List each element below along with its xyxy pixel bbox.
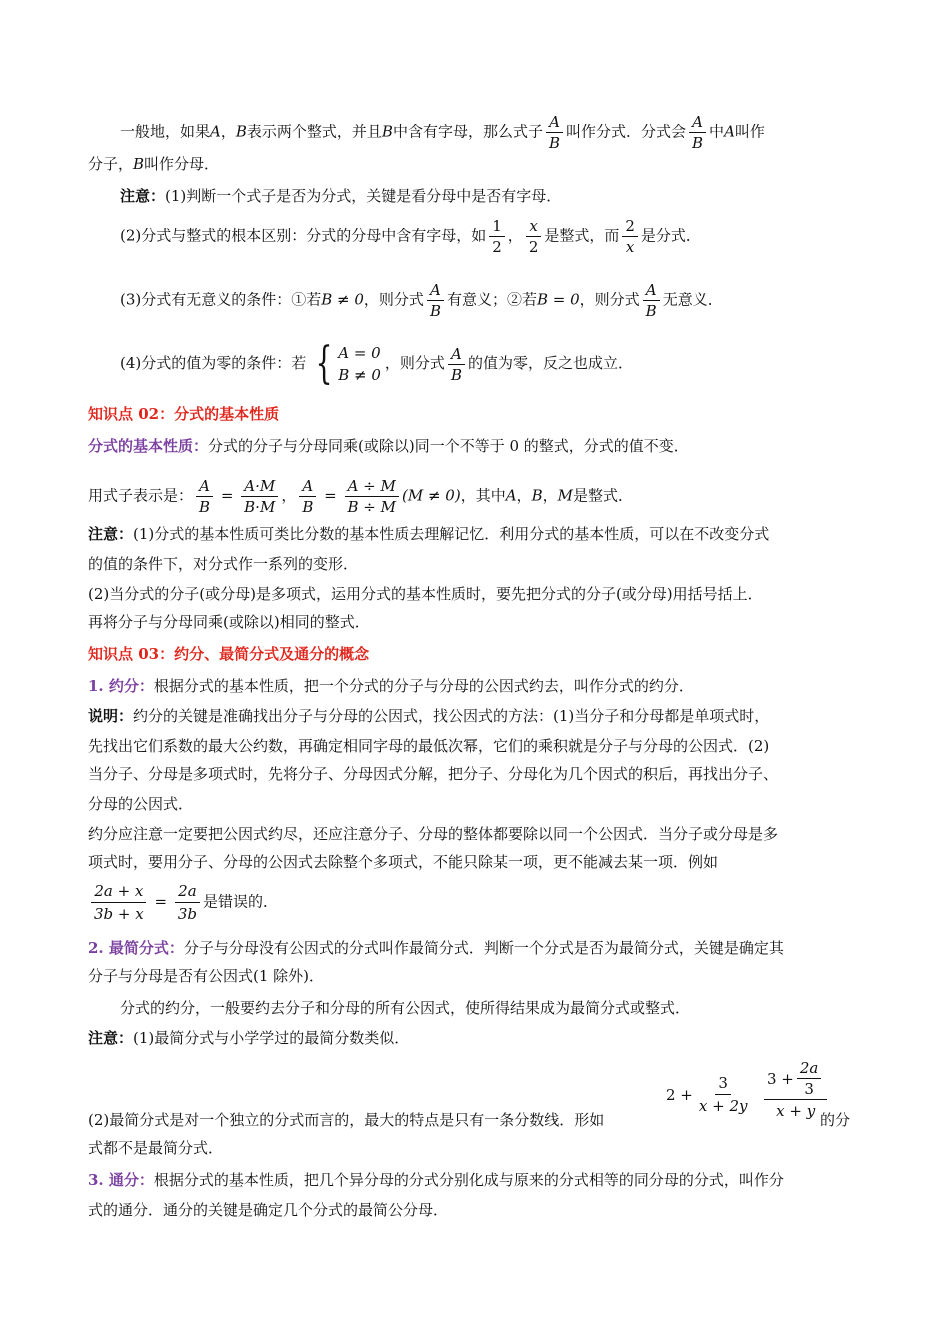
- property-definition: [88, 434, 860, 458]
- subsection-label: 1. 约分：: [88, 677, 154, 695]
- explanation-line-2: [88, 734, 860, 758]
- text: (4)分式的值为零的条件：若: [120, 354, 307, 372]
- note-1-item-4: [120, 338, 860, 389]
- text: 式都不是最简分式．: [88, 1139, 224, 1157]
- note-1-item-2: [120, 216, 860, 257]
- compound-fraction-1: 2 + $\frac{3}{x + 2y}$: [666, 1072, 753, 1117]
- text: (2)最简分式是对一个独立的分式而言的，最大的特点是只有一条分数线．形如: [88, 1111, 605, 1129]
- text: ，: [507, 226, 523, 245]
- text: 分子与分母没有公因式的分式叫作最简分式．判断一个分式是否为最简分式，关键是确定其: [183, 939, 784, 957]
- text: 表示两个整式，并且: [246, 122, 382, 141]
- math-A: A: [505, 486, 517, 505]
- text: (1)判断一个式子是否为分式，关键是看分母中是否有字母．: [165, 187, 562, 205]
- explanation-line-4: [88, 792, 860, 816]
- simplest-definition-3: [120, 996, 860, 1020]
- note-label: 注意：: [88, 525, 134, 543]
- text: 是错误的．: [202, 892, 278, 911]
- fraction-AM-over-BM: $\frac{A\cdot M}{B\cdot M}$: [241, 476, 278, 517]
- wrong-example: $\frac{2a + x}{3b + x}$ = $\frac{2a}{3b}$ 是错误的．: [88, 880, 860, 925]
- text: (2)分式与整式的根本区别：分式的分母中含有字母，如: [120, 226, 487, 245]
- text: 的值为零，反之也成立．: [467, 354, 633, 372]
- math-A: A: [210, 122, 221, 141]
- math-B: B: [531, 486, 543, 505]
- text: ，则分式: [384, 354, 445, 372]
- text: 式的通分．通分的关键是确定几个分式的最简公分母．: [88, 1201, 449, 1219]
- kp2-note-line-2: [88, 552, 860, 576]
- text: (1)分式的基本性质可类比分数的基本性质去理解记忆．利用分式的基本性质，可以在不改变分式: [133, 525, 770, 543]
- text: 项式时，要用分子、分母的公因式去除整个多项式，不能只除某一项，更不能减去某一项．例如: [88, 853, 719, 871]
- common-denominator-1: [88, 1168, 860, 1192]
- fraction-2-over-x: $\frac{2}{x}$: [622, 216, 638, 257]
- fraction-A-over-B: $\frac{A}{B}$: [546, 112, 563, 153]
- text: 根据分式的基本性质，把一个分式的分子与分母的公因式约去，叫作分式的约分．: [153, 677, 694, 695]
- text: 用式子表示是：: [88, 486, 194, 505]
- definition-line-1: [120, 112, 860, 153]
- text: 是分式．: [640, 226, 701, 245]
- text: 是整式，而: [544, 226, 620, 245]
- common-denominator-2: [88, 1198, 860, 1222]
- fraction-A-over-B: $\frac{A}{B}$: [689, 112, 706, 153]
- text: ，则分式: [579, 290, 640, 309]
- text: 叫作: [734, 122, 765, 141]
- definition-line-2: [88, 152, 860, 176]
- math-B: B: [133, 155, 145, 173]
- math-condition: (M ≠ 0): [401, 486, 461, 505]
- text: 当分子、分母是多项式时，先将分子、分母因式分解，把分子、分母化为几个因式的积后，再找出分子、: [88, 765, 779, 783]
- fraction-A-over-B: $\frac{A}{B}$: [643, 280, 660, 321]
- text: 再将分子与分母同乘(或除以)相同的整式．: [88, 613, 370, 631]
- text: 分子与分母是否有公因式(1 除外)．: [88, 967, 325, 985]
- fraction-AdivM-over-BdivM: $\frac{A \div M}{B \div M}$: [344, 476, 399, 517]
- explanation-line-3: [88, 762, 860, 786]
- fraction-A-over-B: $\frac{A}{B}$: [196, 476, 213, 517]
- fraction-x-over-2: $\frac{x}{2}$: [526, 216, 542, 257]
- kp2-note-line-4: [88, 610, 860, 634]
- heading-text: 知识点 03：约分、最简分式及通分的概念: [88, 645, 370, 663]
- text: 中: [709, 122, 725, 141]
- property-label: 分式的基本性质：: [88, 437, 209, 455]
- math-condition: B ≠ 0: [321, 290, 364, 309]
- text: 一般地，如果: [120, 122, 211, 141]
- text: 约分应注意一定要把公因式约尽，还应注意分子、分母的整体都要除以同一个公因式．当分子或分母是多: [88, 825, 779, 843]
- property-formula: 用式子表示是： $\frac{A}{B}$ = $\frac{A\cdot M}{B\cdot M}$ ， $\frac{A}{B}$ = $\frac{A \div M}{B \div M}$ (M ≠ 0)，其中A，B，M是整式．: [88, 477, 633, 516]
- kp3-note-2-continued: [88, 1136, 860, 1160]
- fraction-2a-plus-x-over-3b-plus-x: $\frac{2a + x}{3b + x}$: [91, 880, 147, 925]
- text: 是整式．: [572, 486, 633, 505]
- explanation-line-1: [88, 704, 860, 728]
- kp3-note-2-tail: [820, 1108, 850, 1132]
- reduction-definition: [88, 674, 860, 698]
- note-1-item-1: [120, 184, 860, 208]
- subsection-label: 2. 最简分式：: [88, 939, 184, 957]
- kp2-note-line-3: [88, 582, 860, 606]
- text: (1)最简分式与小学学过的最简分数类似．: [133, 1029, 410, 1047]
- note-1-item-3: [120, 280, 860, 321]
- text: 叫作分式．分式会: [566, 122, 687, 141]
- fraction-1-over-2: $\frac{1}{2}$: [489, 216, 505, 257]
- math-A: A: [724, 122, 735, 141]
- text: 分母的公因式．: [88, 795, 194, 813]
- math-M: M: [557, 486, 573, 505]
- explanation-line-5: [88, 822, 860, 846]
- text: (3)分式有无意义的条件：①若: [120, 290, 322, 309]
- kp2-note-line-1: [88, 522, 860, 546]
- math-B: B: [381, 122, 393, 141]
- explanation-line-6: [88, 850, 860, 874]
- text: ，其中: [460, 486, 506, 505]
- condition-system: { A = 0 B ≠ 0: [315, 338, 381, 389]
- text: 有意义；②若: [446, 290, 537, 309]
- fraction-2a-over-3: $\frac{2a}{3}$: [797, 1058, 822, 1099]
- text: 先找出它们系数的最大公约数，再确定相同字母的最低次幂，它们的乘积就是分子与分母的公因式．(2): [88, 737, 770, 755]
- text: 分式的分子与分母同乘(或除以)同一个不等于 0 的整式，分式的值不变．: [208, 437, 689, 455]
- text: (2)当分式的分子(或分母)是多项式，运用分式的基本性质时，要先把分式的分子(或分母)用括号括上．: [88, 585, 763, 603]
- text: 中含有字母，那么式子: [392, 122, 543, 141]
- text: 约分的关键是准确找出分子与分母的公因式，找公因式的方法：(1)当分子和分母都是单项式时，: [133, 707, 770, 725]
- fraction-A-over-B: $\frac{A}{B}$: [427, 280, 444, 321]
- text: 无意义．: [662, 290, 723, 309]
- text: 的值的条件下，对分式作一系列的变形．: [88, 555, 359, 573]
- simplest-definition-2: [88, 964, 860, 988]
- text: 的分: [820, 1111, 851, 1129]
- text: ，则分式: [363, 290, 424, 309]
- explanation-label: 说明：: [88, 707, 134, 725]
- fraction-2a-over-3b: $\frac{2a}{3b}$: [175, 880, 200, 925]
- text: 分子，: [88, 155, 134, 173]
- simplest-definition-1: [88, 936, 860, 960]
- note-label: 注意：: [120, 187, 166, 205]
- section-heading-02: [88, 402, 860, 426]
- text: ，: [220, 122, 236, 141]
- kp3-note-1: [88, 1026, 860, 1050]
- note-label: 注意：: [88, 1029, 134, 1047]
- math-B: B: [235, 122, 247, 141]
- text: 分式的约分，一般要约去分子和分母的所有公因式，使所得结果成为最简分式或整式．: [120, 999, 691, 1017]
- fraction-A-over-B: $\frac{A}{B}$: [448, 344, 465, 385]
- text: 叫作分母．: [144, 155, 220, 173]
- section-heading-03: [88, 642, 860, 666]
- compound-fraction-2: 3 + $\frac{2a}{3}$ x + y: [764, 1058, 827, 1122]
- subsection-label: 3. 通分：: [88, 1171, 154, 1189]
- text: 根据分式的基本性质，把几个异分母的分式分别化成与原来的分式相等的同分母的分式，叫作分: [153, 1171, 784, 1189]
- fraction-A-over-B: $\frac{A}{B}$: [299, 476, 316, 517]
- math-condition: B = 0: [536, 290, 580, 309]
- fraction-3-over-x-plus-2y: $\frac{3}{x + 2y}$: [698, 1074, 748, 1115]
- heading-text: 知识点 02：分式的基本性质: [88, 405, 280, 423]
